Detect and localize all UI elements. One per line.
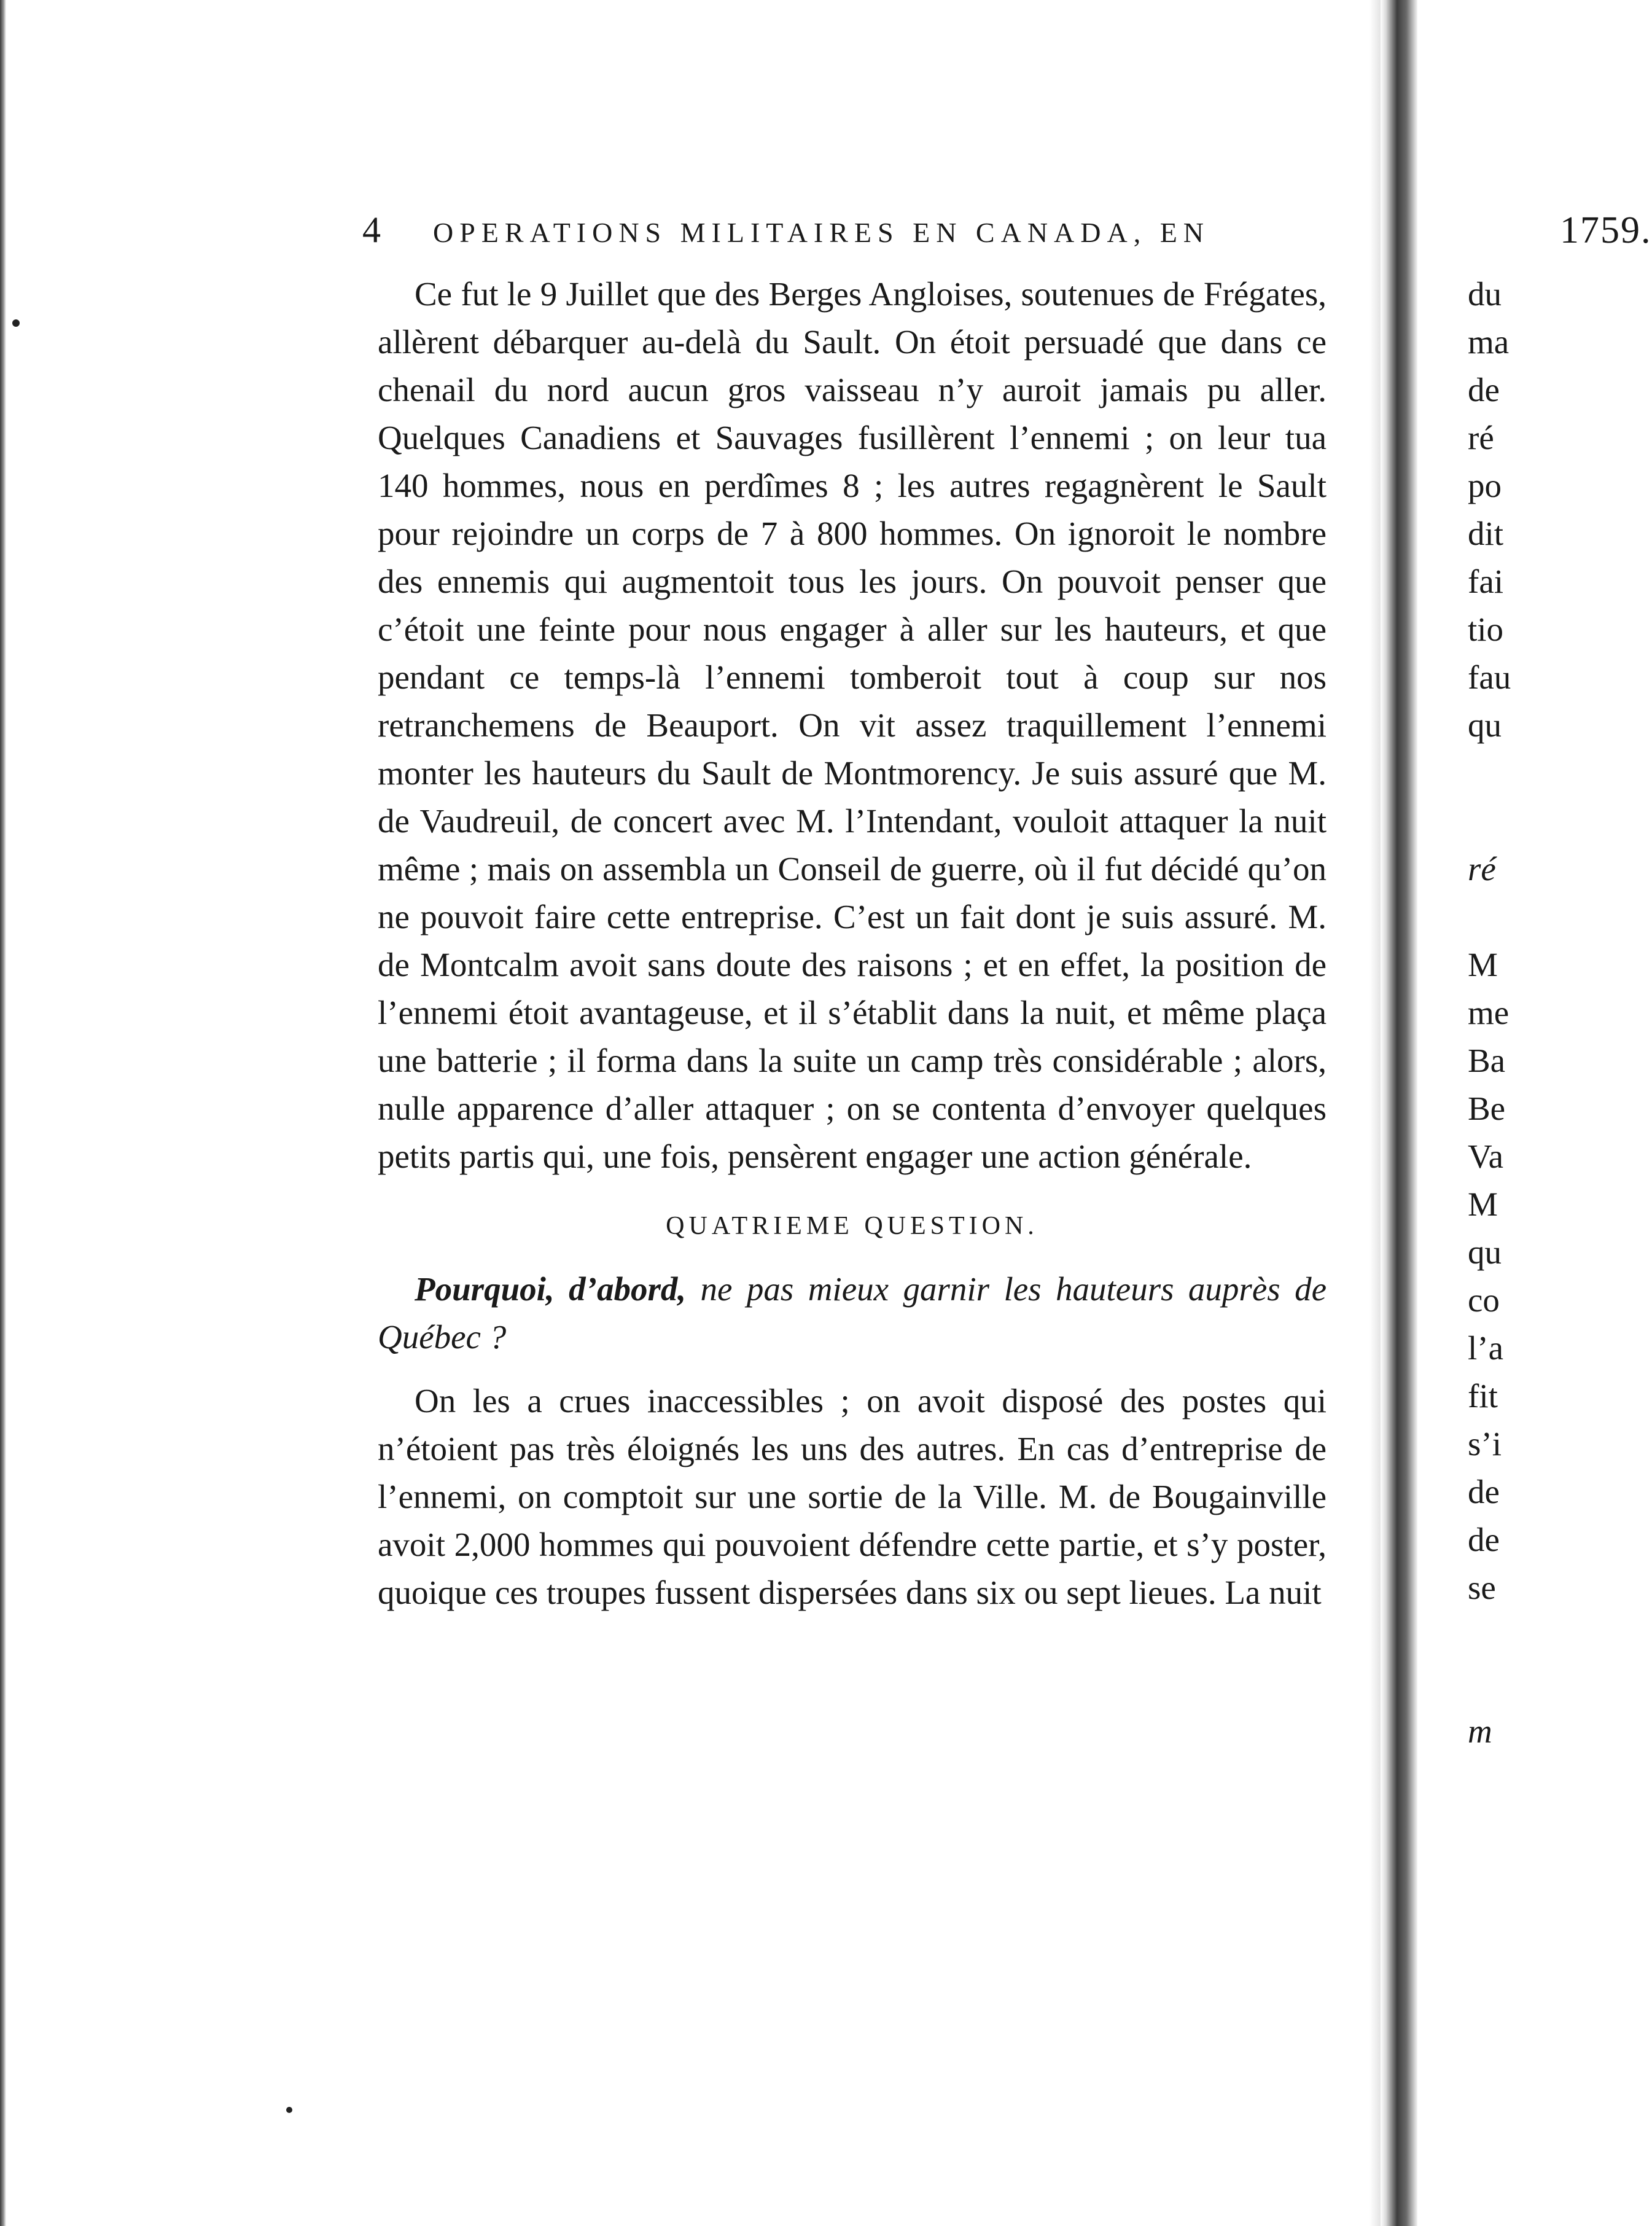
facing-blank — [1468, 1660, 1516, 1708]
answer-paragraph: On les a crues inaccessibles ; on avoit disposé des postes qui n’étoient pas très éloignés les uns des autres. En cas d’entreprise de l’ennemi, on comptoit sur une sortie de la Ville. M. de Bougainville avoit 2,000 hommes qui pouvoient défendre cette partie, et s’y poster, quoique ces troupes fussent dispersées dans six ou sept lieues. La nuit — [378, 1382, 1327, 1611]
facing-blank — [1468, 1612, 1516, 1660]
running-head-year: 1759. — [1560, 209, 1652, 251]
facing-line: dit — [1468, 515, 1504, 552]
main-text-block — [378, 270, 1327, 1617]
facing-line: tio — [1468, 611, 1504, 648]
running-head-title: OPERATIONS MILITAIRES EN CANADA, EN — [433, 217, 1210, 248]
facing-line: Be — [1468, 1090, 1506, 1127]
facing-line: fau — [1468, 658, 1511, 696]
facing-line: de — [1468, 1521, 1500, 1558]
facing-blank — [1468, 797, 1516, 845]
facing-line: de — [1468, 1473, 1500, 1510]
facing-line: ma — [1468, 323, 1510, 361]
facing-blank — [1468, 749, 1516, 797]
question-lead: Pourquoi, d’abord, — [415, 1270, 687, 1308]
facing-line: Ba — [1468, 1042, 1506, 1079]
facing-line: du — [1468, 275, 1502, 313]
facing-line: Va — [1468, 1138, 1504, 1175]
question-text — [378, 1265, 1327, 1361]
facing-line: qu — [1468, 706, 1502, 744]
facing-line: se — [1468, 1569, 1496, 1606]
page-left-edge — [0, 0, 6, 2226]
facing-blank — [1468, 893, 1516, 941]
facing-line: po — [1468, 467, 1502, 504]
facing-line: s’i — [1468, 1425, 1502, 1463]
facing-line: qu — [1468, 1233, 1502, 1271]
facing-line: me — [1468, 994, 1510, 1031]
gutter-shadow — [1370, 0, 1382, 2226]
facing-line: M — [1468, 946, 1498, 983]
facing-line: ré — [1468, 850, 1496, 888]
paragraph: Ce fut le 9 Juillet que des Berges Angloises, soutenues de Frégates, allèrent débarquer au-delà du Sault. On étoit persuadé que dans ce chenail du nord aucun gros vaisseau n’y auroit jamais pu aller. Quelques Canadiens et Sauvages fusillèrent l’ennemi ; on leur tua 140 hommes, nous en perdîmes 8 ; les autres regagnèrent le Sault pour rejoindre un corps de 7 à 800 hommes. On ignoroit le nombre des ennemis qui augmentoit tous les jours. On pouvoit penser que c’étoit une feinte pour nous engager à aller sur les hauteurs, et que pendant ce temps-là l’ennemi tomberoit tout à coup sur nos retranchemens de Beauport. On vit assez traquillement l’ennemi monter les hauteurs du Sault de Montmorency. Je suis assuré que M. de Vaudreuil, de concert avec M. l’Intendant, vouloit attaquer la nuit même ; mais on assembla un Conseil de guerre, où il fut décidé qu’on ne pouvoit faire cette entreprise. C’est un fait dont je suis assuré. M. de Montcalm avoit sans doute des raisons ; et en effet, la position de l’ennemi étoit avantageuse, et il s’établit dans la nuit, et même plaça une batterie ; il forma dans la suite un camp très considérable ; alors, nulle apparence d’aller attaquer ; on se contenta d’envoyer quelques petits partis qui, une fois, pensèrent engager une action générale. — [378, 275, 1327, 1175]
book-gutter — [1381, 0, 1417, 2226]
facing-line: m — [1468, 1712, 1492, 1750]
facing-line: de — [1468, 371, 1500, 408]
running-head — [362, 209, 1652, 264]
facing-line: fai — [1468, 563, 1504, 600]
facing-page-fragment — [1468, 270, 1516, 1755]
facing-line: co — [1468, 1281, 1500, 1319]
facing-line: fit — [1468, 1377, 1498, 1415]
facing-line: l’a — [1468, 1329, 1504, 1367]
stray-ink-mark — [286, 2107, 292, 2113]
page-number: 4 — [362, 209, 384, 250]
facing-line: ré — [1468, 419, 1494, 456]
section-heading: QUATRIEME QUESTION. — [666, 1212, 1038, 1240]
facing-line: M — [1468, 1185, 1498, 1223]
question-rest: ne pas mieux garnir les hauteurs auprès de Québec ? — [378, 1270, 1327, 1356]
stray-ink-mark — [12, 319, 20, 327]
